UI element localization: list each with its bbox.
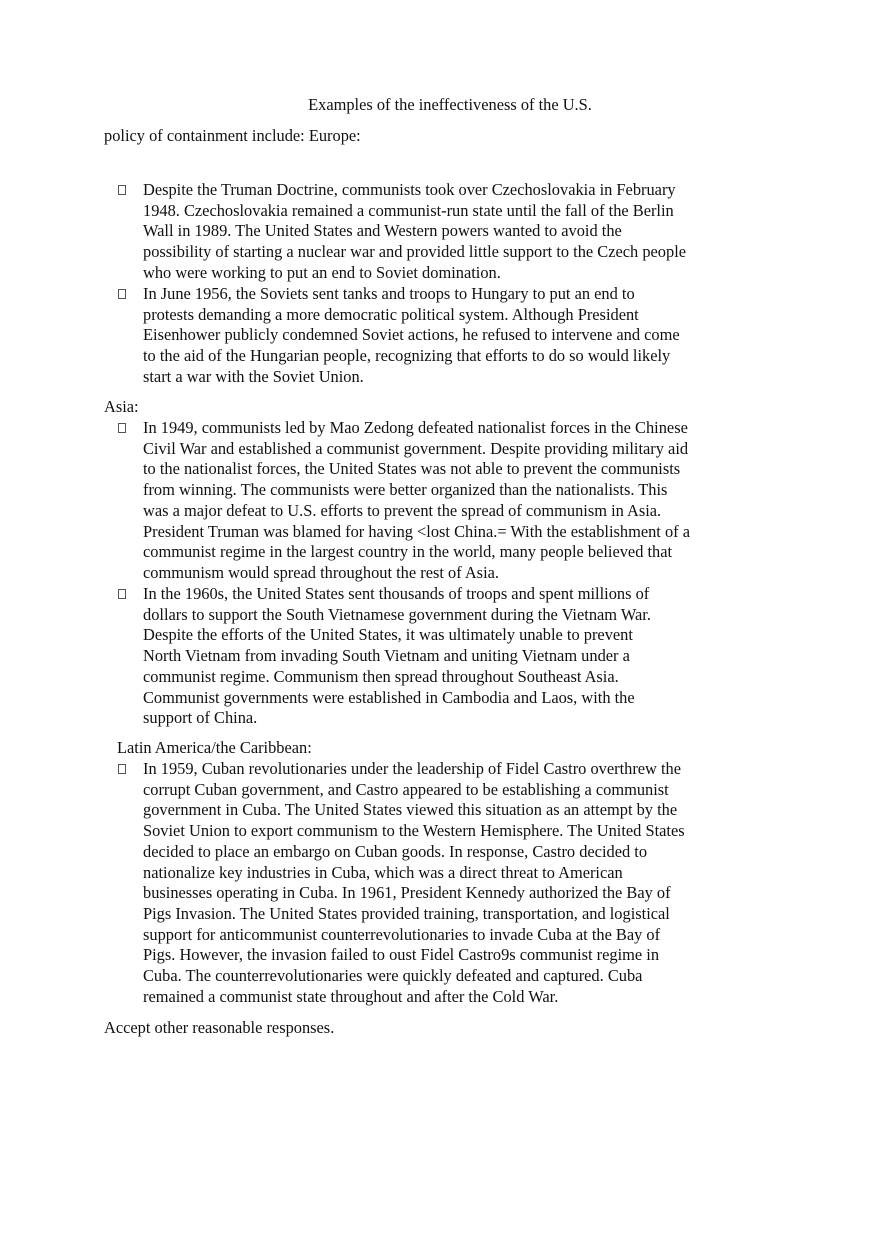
text-line: communism would spread throughout the rest of Asia. xyxy=(143,562,499,582)
closing-note: Accept other reasonable responses. xyxy=(104,1018,335,1037)
text-line: In June 1956, the Soviets sent tanks and troops to Hungary to put an end to xyxy=(143,284,635,303)
latin-america-item-cuba xyxy=(118,759,723,1007)
text-line: Pigs Invasion. The United States provided training, transportation, and logistical xyxy=(143,903,670,923)
text-line: was a major defeat to U.S. efforts to prevent the spread of communism in Asia. xyxy=(143,500,662,520)
text-line: Communist governments were established in Cambodia and Laos, with the xyxy=(143,687,635,707)
text-line: Eisenhower publicly condemned Soviet actions, he refused to intervene and come xyxy=(143,325,680,345)
text-line: Civil War and established a communist government. Despite providing military aid xyxy=(143,438,689,458)
text-line: communist regime in the largest country in the world, many people believed that xyxy=(143,542,673,562)
bullet-text xyxy=(118,180,723,284)
text-line: Despite the efforts of the United States, it was ultimately unable to prevent xyxy=(143,625,633,645)
text-line: dollars to support the South Vietnamese government during the Vietnam War. xyxy=(143,604,651,624)
text-line: to the nationalist forces, the United States was not able to prevent the communists xyxy=(143,459,681,479)
text-line: Wall in 1989. The United States and Western powers wanted to avoid the xyxy=(143,221,622,241)
text-line: support for anticommunist counterrevolutionaries to invade Cuba at the Bay of xyxy=(143,924,661,944)
text-line: businesses operating in Cuba. In 1961, President Kennedy authorized the Bay of xyxy=(143,883,671,903)
text-line: government in Cuba. The United States viewed this situation as an attempt by the xyxy=(143,800,678,820)
europe-item-czechoslovakia xyxy=(118,180,723,284)
text-line: who were working to put an end to Soviet domination. xyxy=(143,262,501,282)
bullet-icon xyxy=(118,589,126,599)
bullet-text xyxy=(118,284,723,388)
section-label-asia: Asia: xyxy=(104,397,139,416)
europe-item-hungary xyxy=(118,284,723,388)
text-line: to the aid of the Hungarian people, recognizing that efforts to do so would likely xyxy=(143,346,671,366)
text-line: Soviet Union to export communism to the Western Hemisphere. The United States xyxy=(143,821,685,841)
bullet-text xyxy=(118,584,723,729)
text-line: In 1959, Cuban revolutionaries under the leadership of Fidel Castro overthrew the xyxy=(143,759,682,778)
text-line: Cuba. The counterrevolutionaries were quickly defeated and captured. Cuba xyxy=(143,966,643,986)
text-line: start a war with the Soviet Union. xyxy=(143,366,364,386)
text-line: decided to place an embargo on Cuban goods. In response, Castro decided to xyxy=(143,841,648,861)
bullet-icon xyxy=(118,289,126,299)
intro-text: policy of containment include: Europe: xyxy=(104,126,361,145)
bullet-text xyxy=(118,759,723,1007)
text-line: Pigs. However, the invasion failed to oust Fidel Castro9s communist regime in xyxy=(143,945,660,965)
text-line: support of China. xyxy=(143,708,258,728)
bullet-icon xyxy=(118,185,126,195)
page-title: Examples of the ineffectiveness of the U.S. xyxy=(308,95,592,114)
text-line: protests demanding a more democratic political system. Although President xyxy=(143,304,639,324)
text-line: communist regime. Communism then spread throughout Southeast Asia. xyxy=(143,666,619,686)
text-line: Despite the Truman Doctrine, communists took over Czechoslovakia in February xyxy=(143,180,676,199)
section-label-latin-america: Latin America/the Caribbean: xyxy=(117,738,312,757)
text-line: nationalize key industries in Cuba, which was a direct threat to American xyxy=(143,862,623,882)
text-line: from winning. The communists were better organized than the nationalists. This xyxy=(143,480,668,500)
bullet-icon xyxy=(118,764,126,774)
asia-item-vietnam xyxy=(118,584,723,729)
asia-item-china xyxy=(118,418,723,584)
text-line: remained a communist state throughout and after the Cold War. xyxy=(143,986,559,1006)
text-line: corrupt Cuban government, and Castro appeared to be establishing a communist xyxy=(143,779,669,799)
text-line: North Vietnam from invading South Vietnam and uniting Vietnam under a xyxy=(143,646,630,666)
bullet-icon xyxy=(118,423,126,433)
text-line: President Truman was blamed for having <lost China.= With the establishment of a xyxy=(143,521,690,541)
text-line: In 1949, communists led by Mao Zedong defeated nationalist forces in the Chinese xyxy=(143,418,688,437)
text-line: possibility of starting a nuclear war and provided little support to the Czech people xyxy=(143,242,687,262)
bullet-text xyxy=(118,418,723,584)
text-line: 1948. Czechoslovakia remained a communist-run state until the fall of the Berlin xyxy=(143,200,674,220)
text-line: In the 1960s, the United States sent thousands of troops and spent millions of xyxy=(143,584,650,603)
